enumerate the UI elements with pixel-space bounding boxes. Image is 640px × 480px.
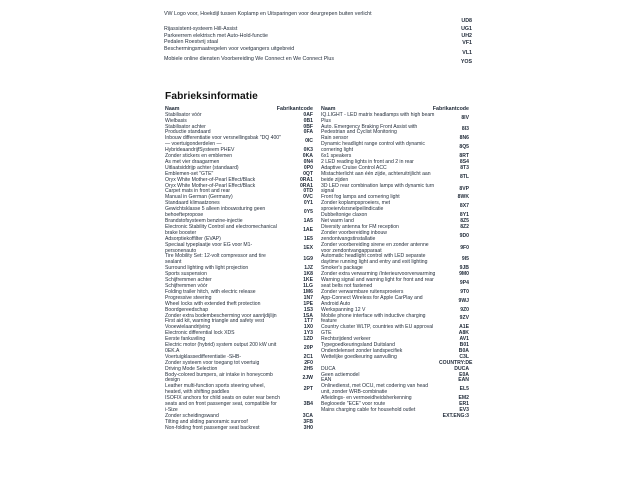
row-code: 1M6 <box>303 288 313 295</box>
row-code: 1Y3 <box>303 330 313 337</box>
row-name: Stabilisator vóór <box>165 111 202 118</box>
row-name: 3D LED rear combination lamps with dynamic turn signal <box>321 182 435 195</box>
row-name: Vooewielaandrijving <box>165 324 211 331</box>
row-code: 1AE <box>303 226 313 233</box>
row-name: Zonder verwarmbare ruitensproeiers <box>321 288 404 295</box>
row-name: Body-colored bumpers, air intake in honeycomb design <box>165 371 273 384</box>
row-name: Onlinedienst, met OCU, met codering van head unit, zonder WRB-combinatie <box>321 383 429 396</box>
row-name: Voertuigklassedifferentiatie -SHB- <box>165 353 242 360</box>
row-code: 8Q5 <box>459 144 469 151</box>
row-code: 1A5 <box>303 218 313 224</box>
row-code: 0N4 <box>303 158 313 165</box>
row-code: 2PT <box>303 386 313 393</box>
row-name: Tire Mobility Set: 12-volt compressor and tire sealant <box>165 253 266 266</box>
row-name: Standaard klimaatzones <box>165 200 220 207</box>
row-code: A8K <box>458 330 469 337</box>
table-body <box>321 111 473 420</box>
row-code: 0Y1 <box>303 200 313 207</box>
item-code: UH2 <box>461 33 472 40</box>
column-header-code: Fabrikantcode <box>276 106 313 112</box>
table-row <box>165 396 313 414</box>
row-name: Smoker's package <box>321 265 363 272</box>
row-name: Zonder extra bodembescherming voor aanrijdijlijn <box>165 312 277 319</box>
row-code: 3FB <box>303 418 313 425</box>
table-row <box>165 426 313 432</box>
factory-info-table-right <box>321 106 473 420</box>
row-name: Dynamic headlight range control with dynamic cornering light <box>321 141 425 154</box>
list-item <box>164 56 472 66</box>
row-name: ISOFIX anchors for child seats on outer rear bench seats and on front passenger seat, compatible for i-Size <box>165 395 280 413</box>
row-name: Folding trailer hitch, with electric release <box>165 288 256 295</box>
row-code: 3H0 <box>303 424 313 431</box>
row-name: Stabilisator achter <box>165 123 206 130</box>
list-item <box>164 39 472 46</box>
row-code: 2JW <box>302 374 313 381</box>
row-code: 9M0 <box>459 271 469 278</box>
row-code: 20P <box>303 344 313 351</box>
row-name: Adsorptiekoffilter (EVAP) <box>165 235 221 242</box>
row-name: GTE <box>321 330 332 337</box>
row-name: Zonder systeem voor toegang tot voertuig <box>165 359 260 366</box>
row-code: 8N6 <box>459 135 469 142</box>
row-code: 2H5 <box>303 365 313 372</box>
row-name: Werkspanning 12 V <box>321 306 366 313</box>
row-code: 0TD <box>303 188 313 195</box>
row-name: Mains charging cable for household outlet <box>321 407 416 413</box>
row-code: 9I5 <box>461 256 469 263</box>
item-code: YOS <box>460 59 472 66</box>
row-name: Typegoedkeuringsland Duitsland <box>321 342 395 349</box>
item-code: VF1 <box>462 39 472 46</box>
column-header-name: Naam <box>321 106 336 112</box>
table-row <box>321 172 469 184</box>
row-name: Zonder extra verwarming /Interieurvoorverwarming <box>321 271 436 278</box>
row-code: 3CA <box>302 412 313 419</box>
row-name: IQ.LIGHT - LED matrix headlamps with high beam Plus <box>321 111 435 124</box>
row-code: 0B1 <box>303 117 313 124</box>
table-row <box>321 113 469 125</box>
row-name: Afleidings- en vermoeidheidsherkenning <box>321 395 412 402</box>
row-code: 8X7 <box>459 203 469 210</box>
row-name: Automatic headlight control with LED separate daytime running light and entry and exit lighting <box>321 253 428 266</box>
row-name: Wheel locks with extended theft protection <box>165 300 261 307</box>
list-item <box>164 26 472 33</box>
row-name: Zonder voorbereiding inbouw zendontvangstinstallatie <box>321 229 387 242</box>
row-code: 9D0 <box>459 232 469 239</box>
row-code: 1SA <box>303 312 313 319</box>
row-name: Front fog lamps and cornering light <box>321 194 400 201</box>
row-name: Eerste fankuviling <box>165 336 206 343</box>
list-item <box>164 11 472 24</box>
row-code: 0RA1 <box>299 176 313 183</box>
row-code: 2F0 <box>304 359 313 366</box>
item-description: Mobiele online diensten Voorbereiding We Connect en We Connect Plus <box>164 55 334 62</box>
table-body <box>165 113 313 432</box>
table-row <box>321 414 469 420</box>
item-code: UG1 <box>461 26 472 33</box>
row-name: Beglooede "ECE" voor route <box>321 401 386 408</box>
row-code: 9T0 <box>460 288 469 295</box>
item-description: Parkeerrem elektrisch met Auto-Hold-functie <box>164 32 268 39</box>
row-name: Progressive steering <box>165 294 212 301</box>
row-name: App-Connect Wireless for Apple CarPlay and Android Auto <box>321 294 423 307</box>
row-name: First aid kit, warning triangle and safety vest <box>165 318 265 325</box>
row-code: 9ZV <box>459 315 469 322</box>
row-code: A1E <box>459 324 469 331</box>
row-name: 6x1 speakers <box>321 153 352 160</box>
row-code: 1KE <box>303 277 313 284</box>
row-code: 0BF <box>303 123 313 130</box>
factory-info-table-left <box>165 106 313 432</box>
item-description: Rijassistent-systeem Hill-Assist <box>164 25 238 32</box>
row-code: 0VC <box>303 194 313 201</box>
row-code: 1S3 <box>303 306 313 313</box>
row-name: Speciaal typeplaatje voor EG voor M1-personenauto <box>165 241 253 254</box>
row-name: Driving Mode Selection <box>165 365 218 372</box>
row-name: Leather multi-function sports steering wheel, heated, with shifting paddles <box>165 383 265 396</box>
row-name: Onderdelenset zonder landspecifiek <box>321 347 403 354</box>
row-name: Diversity antenna for FM reception <box>321 223 399 230</box>
row-name: Country cluster WLTP, countries with EU approval <box>321 324 434 331</box>
row-code: 1JZ <box>304 265 313 272</box>
row-code: 0Y5 <box>303 209 313 216</box>
row-name: Carpet mats in front and rear <box>165 188 231 195</box>
item-description: VW Logo voor, Hoekdijl tussen Koplamp en Uitsparingen voor deurgrepen buiten verlicht <box>164 11 372 17</box>
row-name: As met vier draagarmen <box>165 158 220 165</box>
row-code: 1E5 <box>303 235 313 242</box>
row-code: C3L <box>459 353 469 360</box>
row-code: 0RA1 <box>299 182 313 189</box>
row-name: Geen actiemodel <box>321 371 360 378</box>
row-code: 0K3 <box>303 147 313 154</box>
row-name: Inbouw differentiatie voor versnellingsbak "DQ 400" — voertuigonderdelen — <box>165 135 281 148</box>
row-code: 2C1 <box>303 353 313 360</box>
column-header-code: Fabrikantcode <box>432 106 469 112</box>
row-name: Surround lighting with light projection <box>165 265 249 272</box>
row-code: 8S4 <box>459 158 469 165</box>
row-name: Mistachterlicht aan één zijde, achteruitrijlicht aan beide zijden <box>321 170 431 183</box>
row-code: 0AF <box>303 111 313 118</box>
row-code: 8IV <box>461 114 469 121</box>
row-name: Adaptive Cruise Control ACC <box>321 164 387 171</box>
row-code: 8Z2 <box>460 223 469 230</box>
row-code: B0A <box>458 347 469 354</box>
table-row <box>321 296 469 308</box>
document-page <box>160 0 480 480</box>
table-row <box>165 225 313 237</box>
row-name: Manual in German (Germany) <box>165 194 233 201</box>
row-name: Boordgereedschap <box>165 306 209 313</box>
row-name: Electronic Stability Control and electromechanical brake booster <box>165 223 277 236</box>
row-code: DUCA <box>454 365 469 372</box>
row-name: Warning signal and warning light for front and rear seat belts not fastened <box>321 277 434 289</box>
item-code: VL1 <box>462 49 472 56</box>
row-code: 9P4 <box>459 280 469 286</box>
row-name: Non-folding front passenger seat backrest <box>165 424 260 431</box>
row-name: Rechtsrijdend verkeer <box>321 336 371 343</box>
row-code: EXT.ENG:3 <box>442 412 469 419</box>
row-name: Oryx White Mother-of-Pearl Effect/Black <box>165 176 256 183</box>
row-name: Productie standaard <box>165 129 211 136</box>
row-name: Zonder scheidingswand <box>165 412 219 419</box>
row-code: 1G9 <box>303 256 313 263</box>
row-code: 1K8 <box>303 271 313 278</box>
row-name: Gewichtsklasse 5 alleen inbouwsturing geen behoeftepropose <box>165 206 266 219</box>
row-name: Emblemen-set "GTE" <box>165 170 214 177</box>
row-name: Zonder stickers en emblemen <box>165 153 233 160</box>
row-name: 2 LED reading lights in front and 2 in rear <box>321 158 414 165</box>
row-code: 8WK <box>457 194 469 201</box>
row-code: 1LG <box>303 282 313 289</box>
row-name: Dubbeltonige claxon <box>321 212 368 219</box>
row-name: Rain sensor <box>321 135 349 142</box>
row-code: 1N7 <box>303 294 313 301</box>
row-code: 9F0 <box>460 244 469 251</box>
equipment-list-continued <box>164 11 472 66</box>
row-name: Mobile phone interface with inductive charging feature <box>321 312 426 325</box>
section-title: Fabrieksinformatie <box>165 91 258 102</box>
row-code: 8VP <box>459 185 469 192</box>
row-code: 8Z5 <box>460 218 469 224</box>
row-name: Schijfremmen vóór <box>165 282 208 289</box>
row-code: 0P0 <box>303 164 313 171</box>
row-code: 9Z0 <box>460 306 469 313</box>
row-code: 8I3 <box>461 126 469 133</box>
row-code: 0KA <box>302 153 313 160</box>
row-name: EAN <box>321 377 332 384</box>
row-code: 3B4 <box>303 401 313 408</box>
list-item <box>164 33 472 40</box>
row-code: 8T3 <box>460 164 469 171</box>
table-row <box>321 231 469 243</box>
row-code: AV1 <box>459 336 469 343</box>
row-code: 0QT <box>303 170 313 177</box>
item-description: Pedalen Roestvrij staal <box>164 39 219 46</box>
row-code: 9JB <box>459 265 469 272</box>
row-name: Oryx White Mother-of-Pearl Effect/Black <box>165 182 256 189</box>
row-name: HybrideaandrijfSysteem PHEV <box>165 147 235 154</box>
row-name: DUCA <box>321 365 336 372</box>
row-name: Sports suspension <box>165 271 207 278</box>
row-name: Wettelijke goedkeuring aanvulling <box>321 353 397 360</box>
row-code: EAN <box>458 377 469 384</box>
column-header-name: Naam <box>165 106 180 112</box>
row-code: 1PE <box>303 300 313 307</box>
row-name: Zonder koplampsproeiers, met sproeiervlsrsnelpeilindicatie <box>321 200 391 213</box>
row-code: 1EX <box>303 244 313 251</box>
row-code: 8TL <box>459 173 469 180</box>
list-item <box>164 46 472 56</box>
row-code: ER1 <box>459 401 469 408</box>
row-code: 0FA <box>303 129 313 136</box>
item-description: Beschermingsmaatregelen voor voetgangers uitgebreid <box>164 46 295 53</box>
row-code: EL5 <box>459 386 469 393</box>
row-name: Electronic differential lock XDS <box>165 330 235 337</box>
row-code: 9WJ <box>458 297 469 304</box>
row-name: Auto. Emergency Braking Front Assist with Pedestrian and Cyclist Monitoring <box>321 123 418 136</box>
row-code: B01 <box>459 342 469 349</box>
row-name: Tilting and sliding panoramic sunroof <box>165 418 248 425</box>
row-name: Electric motor (hybrid) system output 200 kW unit 0EK.A <box>165 342 277 354</box>
item-code: UD8 <box>461 17 472 24</box>
row-name: Uitlaatsiddrijp achter (standaard) <box>165 164 239 171</box>
row-code: 1T7 <box>304 318 313 325</box>
row-code: 0IC <box>305 138 313 145</box>
row-code: E0A <box>459 371 469 378</box>
row-code: 8RT <box>459 153 469 160</box>
row-code: 8Y1 <box>459 212 469 219</box>
row-name: Schijfremmen achter <box>165 277 212 284</box>
row-name: Zonder voorbereiding sirene en zonder antenne voor zendontvangapparaat <box>321 241 429 254</box>
row-name: Net warm land <box>321 218 354 224</box>
row-code: COUNTRY:DE <box>439 359 473 366</box>
row-code: 1ZD <box>303 336 313 343</box>
row-code: 1X0 <box>303 324 313 331</box>
row-name: Brandstofsysteem benzine-injectie <box>165 218 243 224</box>
row-name: Wielbasis <box>165 117 187 124</box>
row-code: EV3 <box>459 407 469 413</box>
row-code: EM2 <box>458 395 469 402</box>
